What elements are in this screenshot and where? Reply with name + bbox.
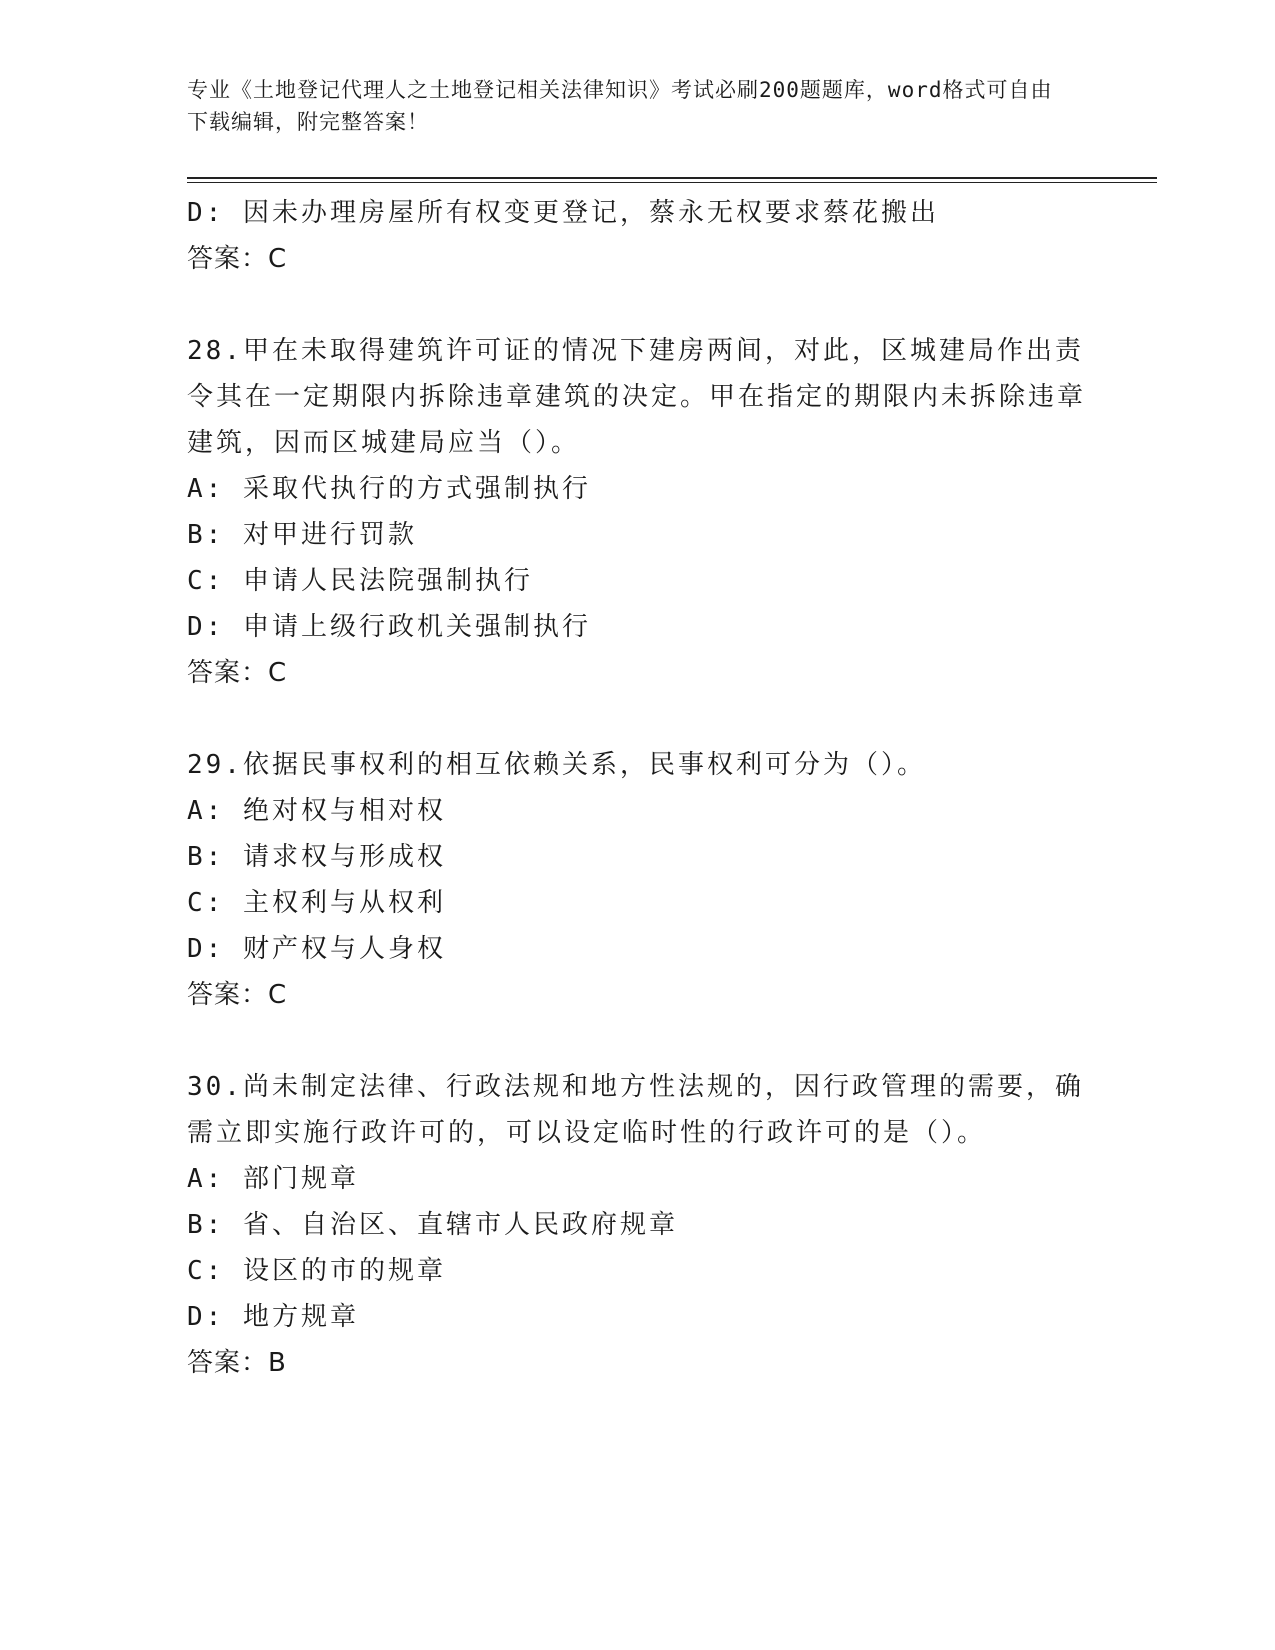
question-stem: 29.依据民事权利的相互依赖关系，民事权利可分为（）。 — [187, 750, 926, 780]
option-a: A: 采取代执行的方式强制执行 — [187, 474, 591, 504]
answer-line: 答案：C — [187, 244, 288, 274]
option-c: C: 设区的市的规章 — [187, 1256, 446, 1286]
question-stem: 30.尚未制定法律、行政法规和地方性法规的，因行政管理的需要，确需立即实施行政许可的，可以设定临时性的行政许可的是（）。 — [187, 1072, 1084, 1148]
document-header: 专业《土地登记代理人之土地登记相关法律知识》考试必刷200题题库，word格式可自由下载编辑，附完整答案！ — [187, 78, 1053, 134]
option-a: A: 部门规章 — [187, 1164, 359, 1194]
answer-line: 答案：C — [187, 658, 288, 688]
spacer — [187, 282, 1087, 328]
question-block — [187, 742, 1087, 1018]
option-d: D: 因未办理房屋所有权变更登记，蔡永无权要求蔡花搬出 — [187, 198, 939, 228]
answer-line: 答案：B — [187, 1348, 287, 1378]
option-d: D: 申请上级行政机关强制执行 — [187, 612, 591, 642]
option-c: C: 申请人民法院强制执行 — [187, 566, 533, 596]
question-block — [187, 1064, 1087, 1386]
question-stem: 28.甲在未取得建筑许可证的情况下建房两间，对此，区城建局作出责令其在一定期限内拆除违章建筑的决定。甲在指定的期限内未拆除违章建筑，因而区城建局应当（）。 — [187, 336, 1087, 458]
question-block — [187, 328, 1087, 696]
question-content — [187, 190, 1087, 1386]
spacer — [187, 1018, 1087, 1064]
answer-line: 答案：C — [187, 980, 288, 1010]
spacer — [187, 696, 1087, 742]
option-b: B: 请求权与形成权 — [187, 842, 446, 872]
header-rule-thin — [187, 182, 1157, 183]
option-d: D: 地方规章 — [187, 1302, 359, 1332]
option-a: A: 绝对权与相对权 — [187, 796, 446, 826]
header-rule-thick — [187, 177, 1157, 179]
option-d: D: 财产权与人身权 — [187, 934, 446, 964]
option-b: B: 对甲进行罚款 — [187, 520, 417, 550]
option-c: C: 主权利与从权利 — [187, 888, 446, 918]
option-b: B: 省、自治区、直辖市人民政府规章 — [187, 1210, 678, 1240]
